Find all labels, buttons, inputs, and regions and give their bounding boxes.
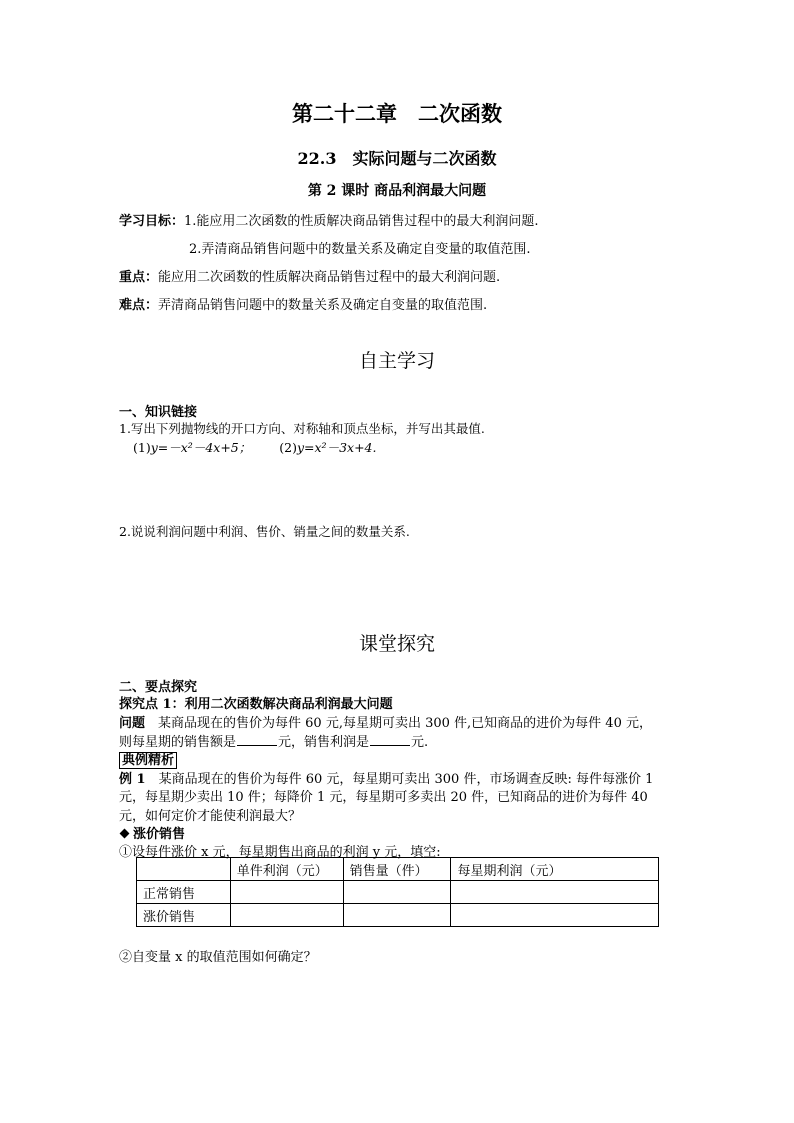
problem-line-2 [119, 731, 428, 750]
step-2: ②自变量 x 的取值范围如何确定？ [119, 950, 317, 965]
sales-amount-blank[interactable] [237, 733, 277, 746]
objective-1: 1.能应用二次函数的性质解决商品销售过程中的最大利润问题. [184, 214, 539, 229]
explore-text: 利用二次函数解决商品利润最大问题 [184, 697, 393, 712]
table-header-cell: 单件利润（元） [230, 858, 343, 881]
example-line-1 [119, 768, 653, 787]
key-points-heading: 二、要点探究 [119, 680, 198, 695]
difficulty-point [119, 294, 487, 313]
example-label: 例 1 [119, 772, 146, 787]
table-row-label: 正常销售 [137, 881, 231, 904]
table-row [137, 904, 659, 927]
q1-item-a-expr: y=－x²－4x+5； [150, 440, 252, 455]
q1-item-b-label: (2) [279, 440, 297, 455]
problem-text-2b: 元，销售利润是 [278, 735, 370, 750]
explore-label: 探究点 1： [119, 697, 185, 712]
example-line-2: 元，每星期少卖出 10 件；每降价 1 元，每星期可多卖出 20 件，已知商品的进价为每件 40 [119, 790, 648, 805]
classroom-title: 课堂探究 [358, 633, 435, 655]
rise-sales-heading [119, 823, 185, 842]
problem-line-1 [119, 712, 652, 731]
table-row-label: 涨价销售 [137, 904, 231, 927]
difficulty-text: 弄清商品销售问题中的数量关系及确定自变量的取值范围. [158, 298, 488, 313]
question-1-items [133, 438, 376, 456]
table-cell[interactable] [230, 904, 343, 927]
profit-table [136, 857, 659, 927]
table-cell[interactable] [451, 904, 659, 927]
table-cell[interactable] [343, 904, 451, 927]
example-text-1: 某商品现在的售价为每件 60 元，每星期可卖出 300 件，市场调查反映: 每件每涨价 1 [145, 772, 654, 787]
table-header-row [137, 858, 659, 881]
chapter-title: 第二十二章 二次函数 [292, 101, 502, 126]
table-cell[interactable] [230, 881, 343, 904]
diamond-bullet-icon [120, 829, 130, 839]
lesson-title: 第 2 课时 商品利润最大问题 [307, 183, 487, 199]
key-point-label: 重点： [119, 270, 159, 285]
typical-example-label: 典例精析 [119, 752, 177, 769]
problem-label: 问题 [119, 716, 146, 731]
question-1: 1.写出下列抛物线的开口方向、对称轴和顶点坐标，并写出其最值. [119, 421, 485, 436]
profit-blank[interactable] [370, 733, 410, 746]
objective-2: 2.弄清商品销售问题中的数量关系及确定自变量的取值范围. [189, 242, 531, 257]
objectives-label: 学习目标： [119, 214, 185, 229]
self-study-title: 自主学习 [358, 350, 435, 372]
typical-example-box [119, 749, 177, 768]
objective-line-1 [119, 210, 539, 229]
knowledge-link-heading: 一、知识链接 [119, 405, 198, 420]
step-1: ①设每件涨价 x 元，每星期售出商品的利润 y 元，填空: [119, 845, 441, 860]
table-header-cell: 每星期利润（元） [451, 858, 659, 881]
problem-text-2c: 元. [411, 735, 429, 750]
question-2: 2.说说利润问题中利润、售价、销量之间的数量关系. [119, 524, 410, 539]
key-point-text: 能应用二次函数的性质解决商品销售过程中的最大利润问题. [158, 270, 501, 285]
key-point [119, 266, 500, 285]
example-line-3: 元，如何定价才能使利润最大？ [119, 809, 302, 824]
table-row [137, 881, 659, 904]
table-header-cell [137, 858, 231, 881]
explore-point-1 [119, 693, 393, 712]
q1-item-a-label: (1) [133, 440, 151, 455]
q1-item-b-expr: y=x²－3x+4. [296, 440, 377, 455]
table-cell[interactable] [343, 881, 451, 904]
problem-text-1: 某商品现在的售价为每件 60 元,每星期可卖出 300 件,已知商品的进价为每件 40 元， [145, 716, 652, 731]
problem-text-2a: 则每星期的销售额是 [119, 735, 237, 750]
difficulty-label: 难点： [119, 298, 159, 313]
table-header-cell: 销售量（件） [343, 858, 451, 881]
rise-sales-label: 涨价销售 [133, 827, 186, 842]
section-title: 22.3 实际问题与二次函数 [297, 149, 497, 168]
table-cell[interactable] [451, 881, 659, 904]
